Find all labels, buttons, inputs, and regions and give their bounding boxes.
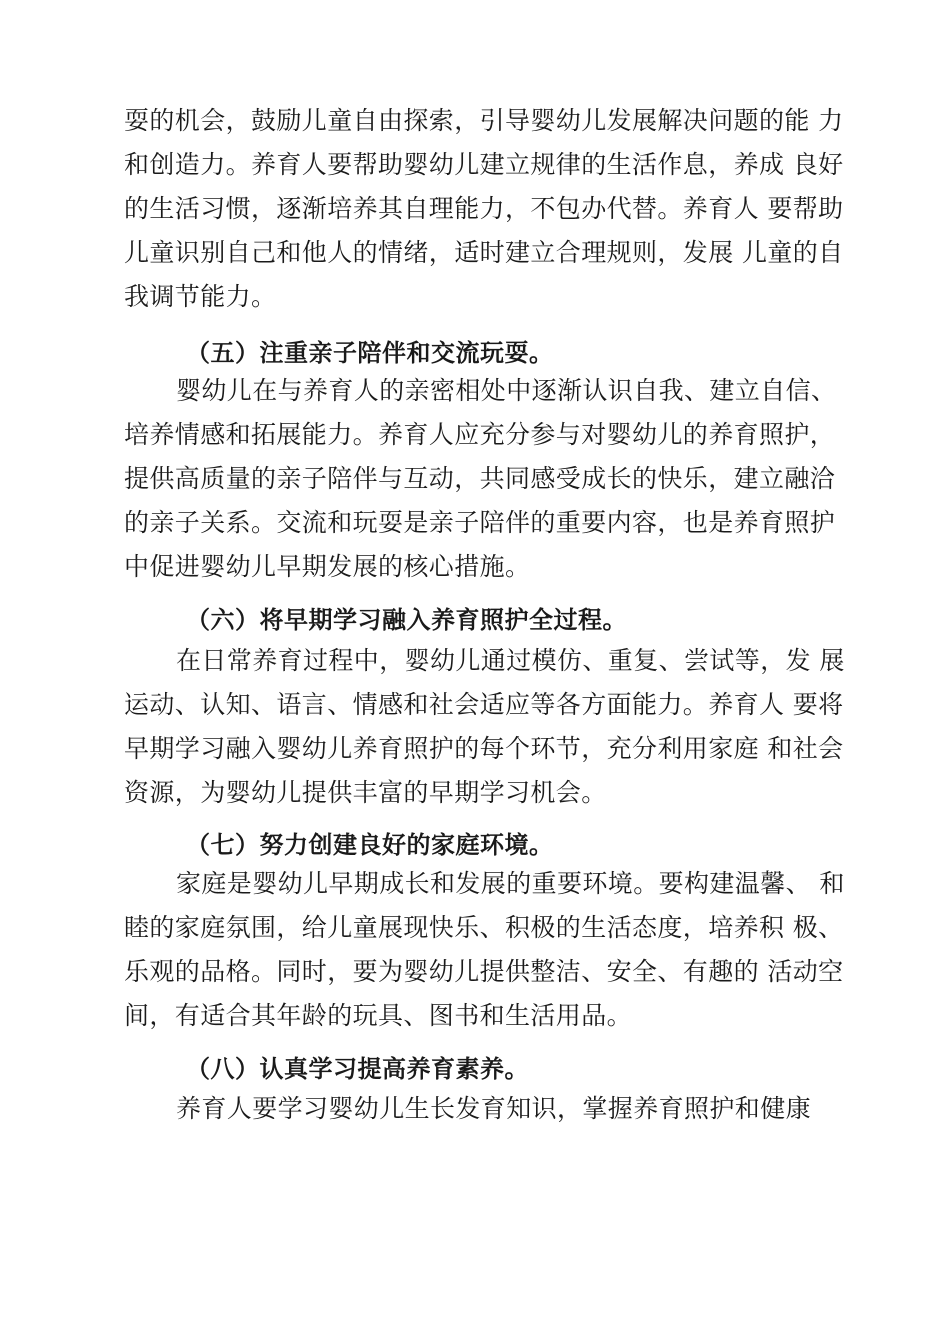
- text-line: 和创造力。养育人要帮助婴幼儿建立规律的生活作息，养成 良好: [124, 150, 844, 179]
- text-line: 我调节能力。: [124, 282, 277, 311]
- text-line: 中促进婴幼儿早期发展的核心措施。: [124, 552, 531, 581]
- text-line: 的亲子关系。交流和玩耍是亲子陪伴的重要内容，也是养育照护: [124, 508, 836, 537]
- text-line: 早期学习融入婴幼儿养育照护的每个环节，充分利用家庭 和社会: [124, 734, 844, 763]
- text-line: 睦的家庭氛围，给儿童展现快乐、积极的生活态度，培养积 极、: [124, 913, 844, 942]
- text-line: 提供高质量的亲子陪伴与互动，共同感受成长的快乐，建立融洽: [124, 464, 836, 493]
- section-heading: （七）努力创建良好的家庭环境。: [186, 831, 554, 859]
- text-line: 培养情感和拓展能力。养育人应充分参与对婴幼儿的养育照护，: [124, 420, 836, 449]
- text-line: 的生活习惯，逐渐培养其自理能力，不包办代替。养育人 要帮助: [124, 194, 844, 223]
- text-line: 儿童识别自己和他人的情绪，适时建立合理规则，发展 儿童的自: [124, 238, 844, 267]
- text-line: 运动、认知、语言、情感和社会适应等各方面能力。养育人 要将: [124, 690, 844, 719]
- section-heading: （八）认真学习提高养育素养。: [186, 1055, 529, 1083]
- text-line: 资源，为婴幼儿提供丰富的早期学习机会。: [124, 778, 607, 807]
- text-line: 间，有适合其年龄的玩具、图书和生活用品。: [124, 1001, 633, 1030]
- text-line: 养育人要学习婴幼儿生长发育知识，掌握养育照护和健康: [176, 1094, 812, 1123]
- text-line: 在日常养育过程中，婴幼儿通过模仿、重复、尝试等，发 展: [176, 646, 845, 675]
- text-line: 乐观的品格。同时，要为婴幼儿提供整洁、安全、有趣的 活动空: [124, 957, 844, 986]
- section-heading: （五）注重亲子陪伴和交流玩耍。: [186, 339, 554, 367]
- text-line: 耍的机会，鼓励儿童自由探索，引导婴幼儿发展解决问题的能 力: [124, 106, 844, 135]
- text-line: 家庭是婴幼儿早期成长和发展的重要环境。要构建温馨、 和: [176, 869, 845, 898]
- section-heading: （六）将早期学习融入养育照护全过程。: [186, 606, 627, 634]
- text-line: 婴幼儿在与养育人的亲密相处中逐渐认识自我、建立自信、: [176, 376, 837, 405]
